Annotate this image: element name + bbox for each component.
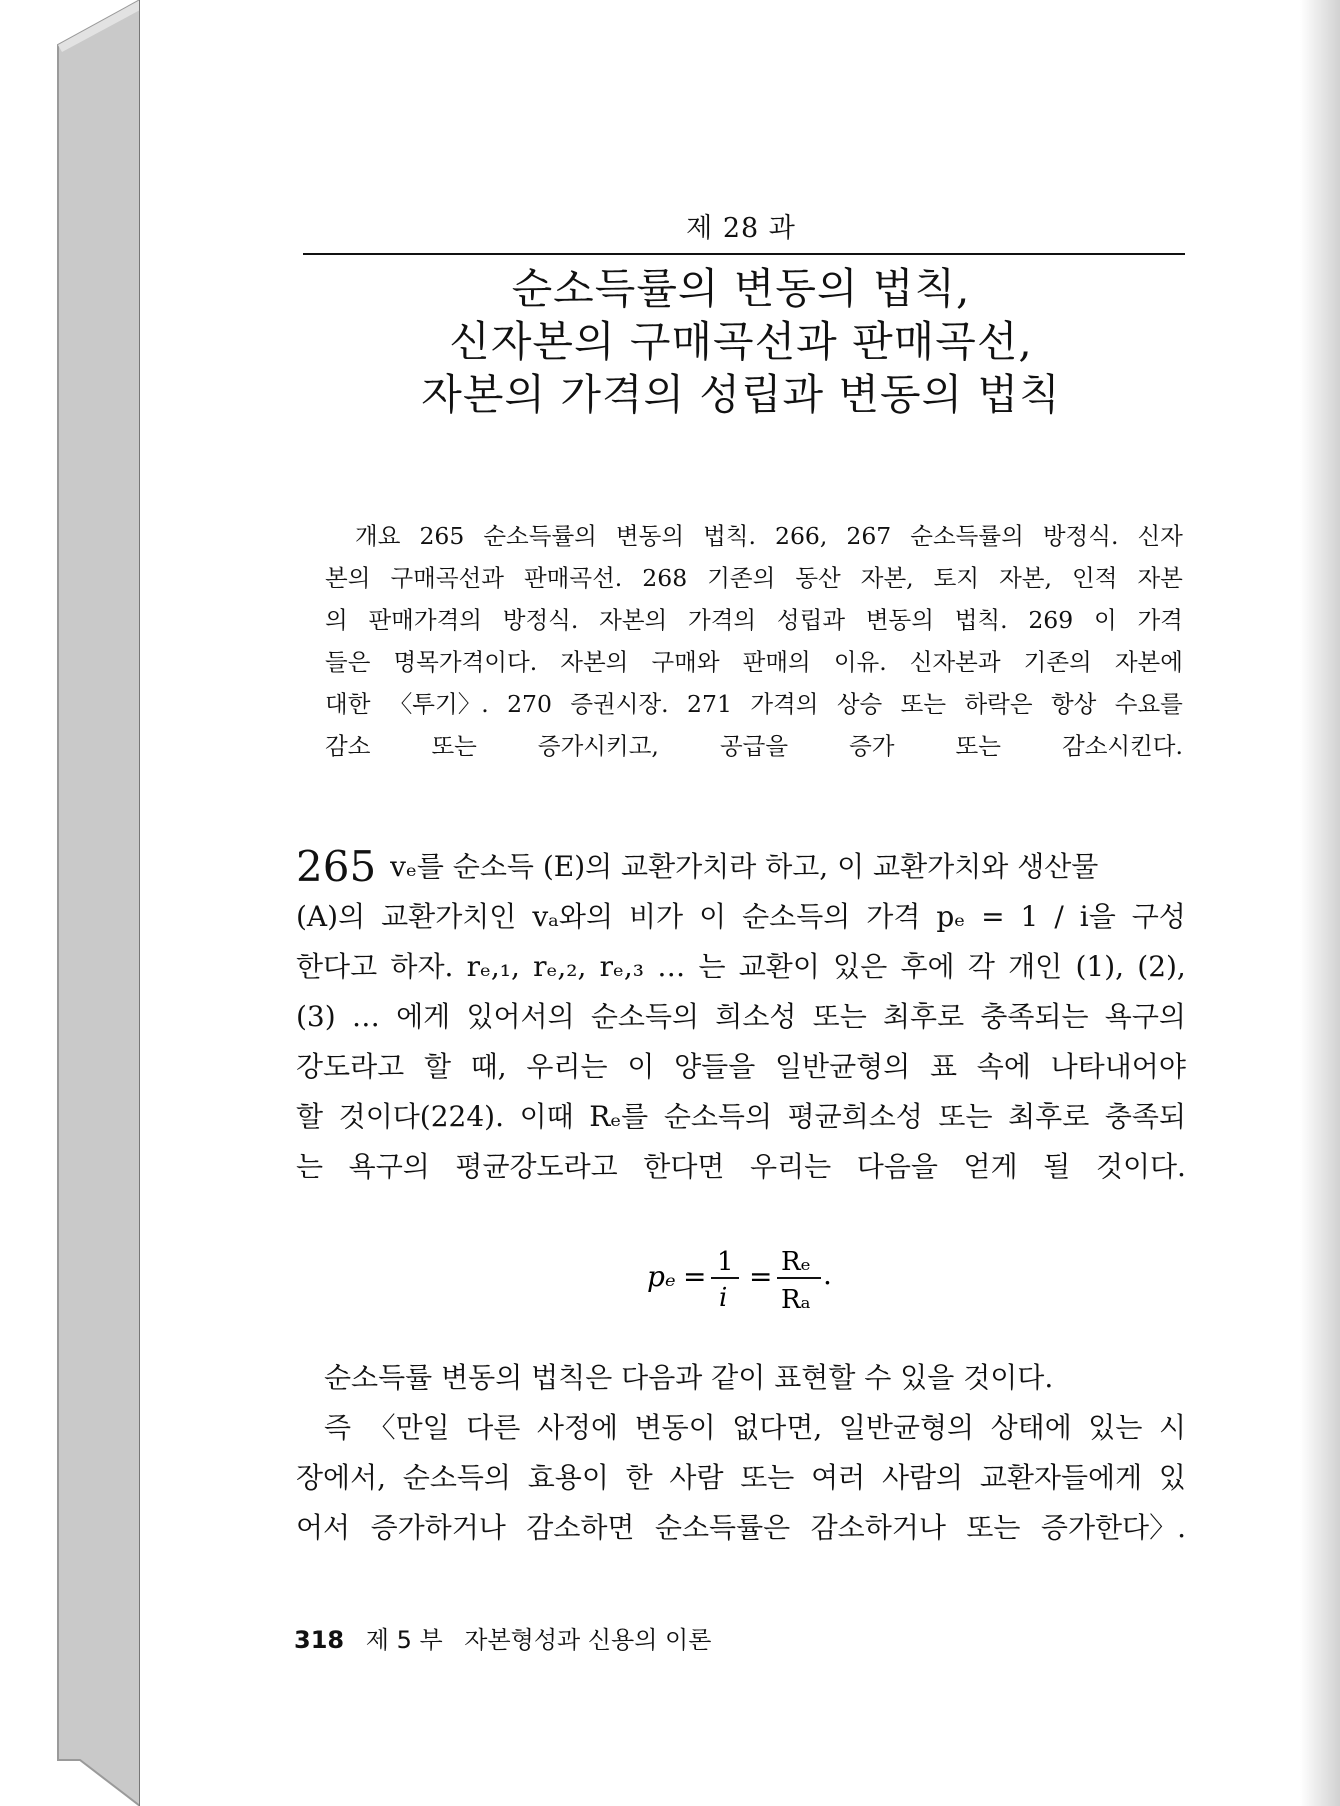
summary-line: 의 판매가격의 방정식. 자본의 가격의 성립과 변동의 법칙. 269 이 가격 xyxy=(325,606,1183,634)
page-footer xyxy=(294,1620,711,1655)
price-formula xyxy=(645,1240,845,1320)
section-265-body xyxy=(296,842,1186,1192)
law-line: 즉 〈만일 다른 사정에 변동이 없다면, 일반균형의 상태에 있는 시 xyxy=(324,1411,1186,1444)
formula-end: . xyxy=(823,1258,832,1291)
lesson-number: 제 28 과 xyxy=(686,213,796,244)
formula-frac2-den: Rₐ xyxy=(781,1285,811,1315)
formula-frac1-num: 1 xyxy=(717,1247,734,1277)
title-line: 자본의 가격의 성립과 변동의 법칙 xyxy=(421,370,1061,419)
summary-line: 개요 265 순소득률의 변동의 법칙. 266, 267 순소득률의 방정식. 신자 xyxy=(355,522,1183,550)
body-line-first xyxy=(296,842,1186,892)
body-line: 한다고 하자. rₑ,₁, rₑ,₂, rₑ,₃ … 는 교환이 있은 후에 각 개인 (1), (2), xyxy=(296,950,1186,983)
title-line: 순소득률의 변동의 법칙, xyxy=(511,264,971,313)
body-line: 는 욕구의 평균강도라고 한다면 우리는 다음을 얻게 될 것이다. xyxy=(296,1150,1186,1183)
section-number: 265 xyxy=(296,842,377,891)
body-line: 강도라고 할 때, 우리는 이 양들을 일반균형의 표 속에 나타내어야 xyxy=(296,1050,1186,1083)
formula-lhs: pₑ xyxy=(647,1260,676,1293)
summary-line: 본의 구매곡선과 판매곡선. 268 기존의 동산 자본, 토지 자본, 인적 자본 xyxy=(325,564,1183,592)
chapter-title xyxy=(296,262,1186,421)
formula-eq2: = xyxy=(749,1260,773,1293)
law-line: 순소득률 변동의 법칙은 다음과 같이 표현할 수 있을 것이다. xyxy=(324,1361,1054,1394)
header-rule xyxy=(303,253,1185,255)
formula-frac1-den: i xyxy=(719,1283,728,1313)
law-line: 어서 증가하거나 감소하면 순소득률은 감소하거나 또는 증가한다〉. xyxy=(296,1511,1186,1544)
body-line: (3) … 에게 있어서의 순소득의 희소성 또는 최후로 충족되는 욕구의 xyxy=(296,1000,1186,1033)
page-number: 318 xyxy=(294,1626,345,1654)
body-line: (A)의 교환가치인 vₐ와의 비가 이 순소득의 가격 pₑ = 1 / i을 구성 xyxy=(296,900,1186,933)
law-statement xyxy=(296,1353,1186,1553)
title-line: 신자본의 구매곡선과 판매곡선, xyxy=(449,317,1033,366)
part-title: 자본형성과 신용의 이론 xyxy=(464,1626,712,1654)
summary-line: 대한 〈투기〉. 270 증권시장. 271 가격의 상승 또는 하락은 항상 수요를 xyxy=(325,690,1183,718)
page-edge-shadow xyxy=(1300,0,1340,1806)
formula-frac2-num: Rₑ xyxy=(781,1247,811,1277)
formula-eq: = xyxy=(683,1260,707,1293)
body-line: 할 것이다(224). 이때 Rₑ를 순소득의 평균희소성 또는 최후로 충족되 xyxy=(296,1100,1186,1133)
law-line: 장에서, 순소득의 효용이 한 사람 또는 여러 사람의 교환자들에게 있 xyxy=(296,1461,1186,1494)
book-spine xyxy=(0,0,150,1806)
summary-block xyxy=(325,515,1183,767)
body-line: vₑ를 순소득 (E)의 교환가치라 하고, 이 교환가치와 생산물 xyxy=(390,850,1099,883)
part-number: 제 5 부 xyxy=(365,1626,443,1654)
summary-line: 들은 명목가격이다. 자본의 구매와 판매의 이유. 신자본과 기존의 자본에 xyxy=(325,648,1183,676)
summary-line: 감소 또는 증가시키고, 공급을 증가 또는 감소시킨다. xyxy=(325,732,1183,760)
